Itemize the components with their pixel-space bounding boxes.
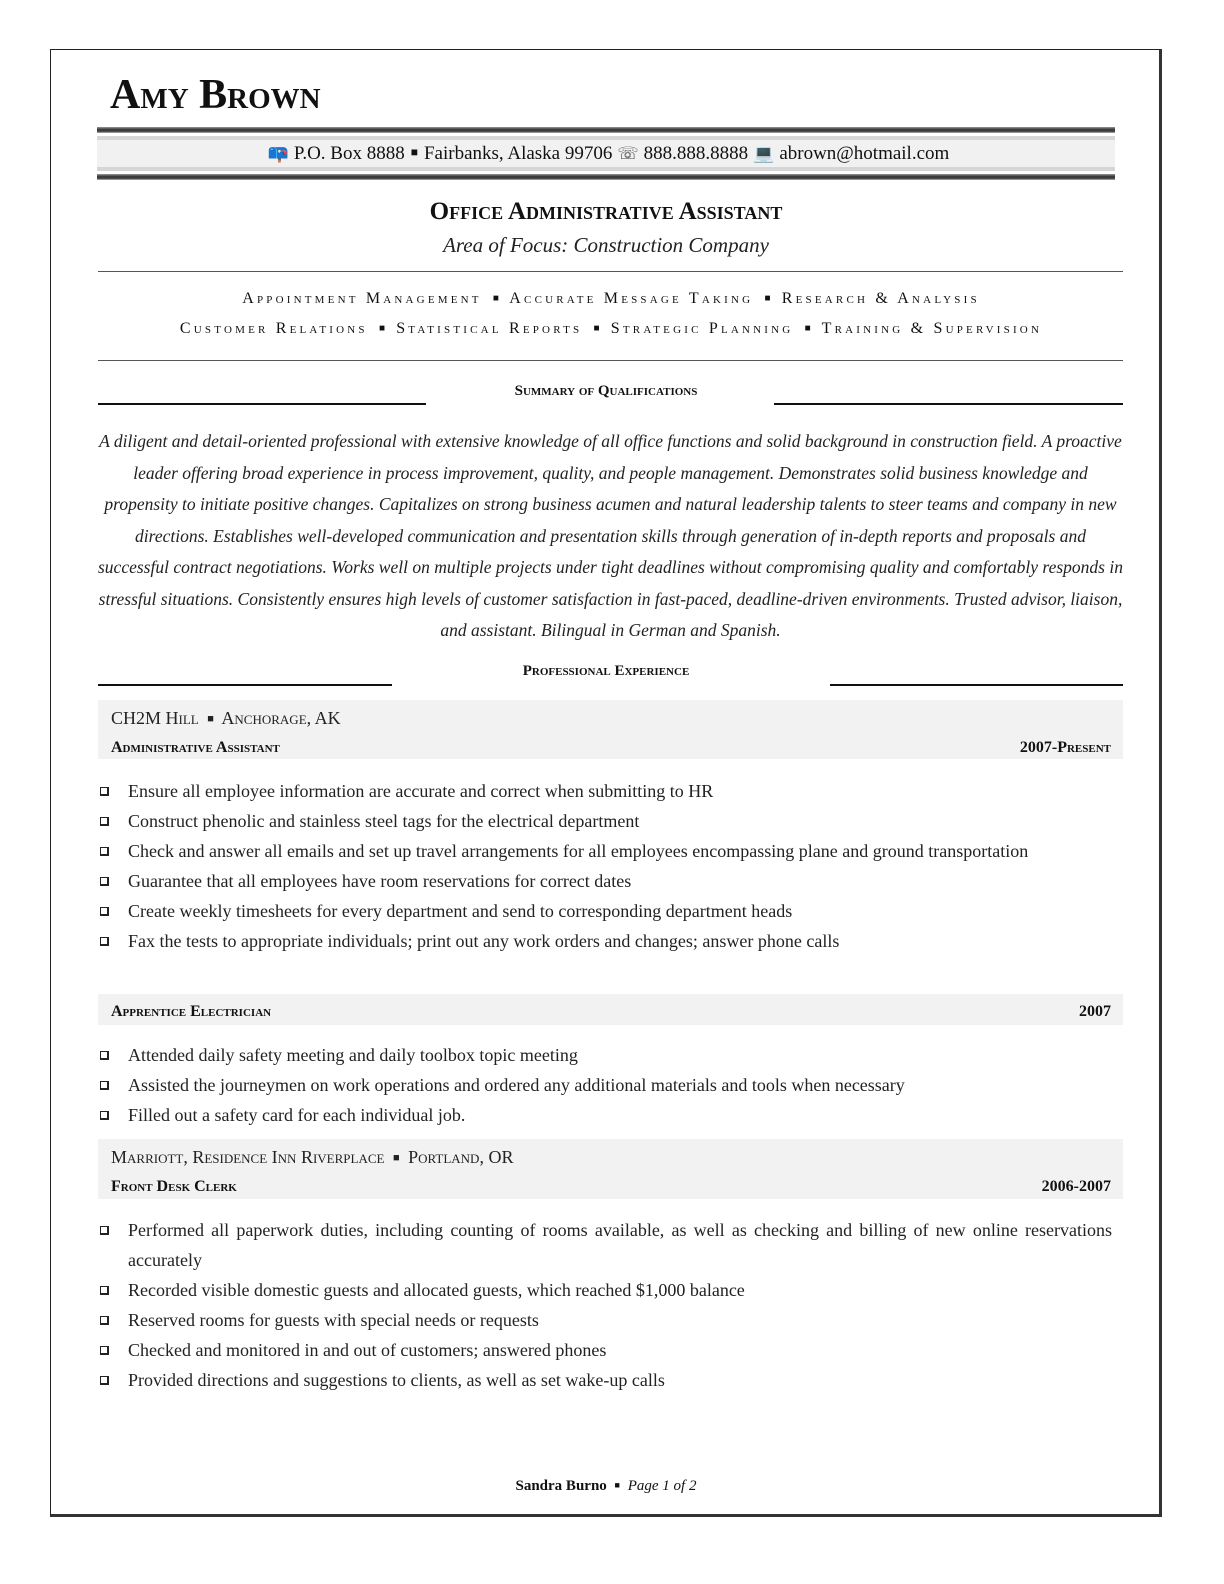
computer-icon: 💻 xyxy=(753,143,775,163)
job-title: Office Administrative Assistant xyxy=(429,198,783,225)
checkbox-bullet-icon xyxy=(100,847,109,856)
candidate-name: Amy Brown xyxy=(110,72,321,118)
divider xyxy=(98,360,1123,361)
city: Fairbanks, Alaska 99706 xyxy=(423,142,613,164)
checkbox-bullet-icon xyxy=(100,907,109,916)
skill: Appointment Management xyxy=(242,290,482,307)
job-role: Front Desk Clerk xyxy=(111,1178,237,1195)
separator: ■ xyxy=(614,1480,620,1490)
job-bullets xyxy=(98,1215,1112,1395)
list-item: Check and answer all emails and set up travel arrangements for all employees encompassing plane and ground transportation xyxy=(98,836,1112,866)
section-rule-left xyxy=(98,403,426,405)
footer-author: Sandra Burno xyxy=(515,1478,607,1494)
list-item: Checked and monitored in and out of customers; answered phones xyxy=(98,1335,1112,1365)
mailbox-icon: 📪 xyxy=(267,143,289,163)
list-item: Guarantee that all employees have room reservations for correct dates xyxy=(98,866,1112,896)
list-item: Attended daily safety meeting and daily toolbox topic meeting xyxy=(98,1040,1112,1070)
list-item: Create weekly timesheets for every department and send to corresponding department heads xyxy=(98,896,1112,926)
checkbox-bullet-icon xyxy=(100,1346,109,1355)
list-item: Fax the tests to appropriate individuals; print out any work orders and changes; answer phone calls xyxy=(98,926,1112,956)
header-rule-bottom xyxy=(97,174,1115,180)
job-dates: 2007 xyxy=(1079,1003,1111,1020)
job-header xyxy=(98,994,1123,1025)
checkbox-bullet-icon xyxy=(100,1376,109,1385)
job-bullets xyxy=(98,776,1112,956)
checkbox-bullet-icon xyxy=(100,1226,109,1235)
skill: Accurate Message Taking xyxy=(509,290,754,307)
list-item: Reserved rooms for guests with special needs or requests xyxy=(98,1305,1112,1335)
company-line xyxy=(111,708,341,729)
job-role: Administrative Assistant xyxy=(111,739,280,756)
focus-area: Area of Focus: Construction Company xyxy=(443,233,769,257)
checkbox-bullet-icon xyxy=(100,787,109,796)
list-item: Ensure all employee information are accurate and correct when submitting to HR xyxy=(98,776,1112,806)
checkbox-bullet-icon xyxy=(100,1081,109,1090)
email[interactable]: abrown@hotmail.com xyxy=(779,142,950,164)
skills-line-2 xyxy=(0,320,1222,338)
separator: ■ xyxy=(764,293,771,304)
company-location: Anchorage, AK xyxy=(221,708,341,728)
telephone-icon: ☏ xyxy=(617,143,639,163)
separator: ■ xyxy=(392,1152,400,1164)
checkbox-bullet-icon xyxy=(100,877,109,886)
contact-bar xyxy=(97,136,1115,171)
separator: ■ xyxy=(378,323,385,334)
separator: ■ xyxy=(207,713,214,725)
skill: Statistical Reports xyxy=(396,320,583,337)
checkbox-bullet-icon xyxy=(100,1286,109,1295)
company-name: Marriott, Residence Inn Riverplace xyxy=(111,1147,385,1167)
checkbox-bullet-icon xyxy=(100,1316,109,1325)
section-heading-summary: Summary of Qualifications xyxy=(514,383,698,399)
job-dates: 2007-Present xyxy=(1019,739,1111,756)
list-item: Filled out a safety card for each individual job. xyxy=(98,1100,1112,1130)
job-bullets xyxy=(98,1040,1112,1130)
list-item: Assisted the journeymen on work operations and ordered any additional materials and tools when necessary xyxy=(98,1070,1112,1100)
list-item: Recorded visible domestic guests and allocated guests, which reached $1,000 balance xyxy=(98,1275,1112,1305)
header-rule-top xyxy=(97,127,1115,133)
separator: ■ xyxy=(593,323,600,334)
skills-line-1 xyxy=(0,290,1222,308)
checkbox-bullet-icon xyxy=(100,937,109,946)
list-item: Provided directions and suggestions to clients, as well as set wake-up calls xyxy=(98,1365,1112,1395)
summary-paragraph: A diligent and detail-oriented professional with extensive knowledge of all office functions and solid background in construction field. A proactive leader offering broad experience in process improvement, quality, and people management. Demonstrates solid business knowledge and propensity to initiate positive changes. Capitalizes on strong business acumen and natural leadership talents to steer teams and company in new directions. Establishes well-developed communication and presentation skills through generation of in-depth reports and proposals and successful contract negotiations. Works well on multiple projects under tight deadlines without compromising quality and comfortably responds in stressful situations. Consistently ensures high levels of customer satisfaction in fast-paced, deadline-driven environments. Trusted advisor, liaison, and assistant. Bilingual in German and Spanish. xyxy=(98,431,1123,640)
separator: ■ xyxy=(410,145,418,159)
section-heading-experience: Professional Experience xyxy=(522,663,690,679)
job-dates: 2006-2007 xyxy=(1041,1178,1111,1195)
company-location: Portland, OR xyxy=(408,1147,514,1167)
section-rule-right xyxy=(830,684,1123,686)
page-number: Page 1 of 2 xyxy=(627,1478,697,1494)
section-rule-left xyxy=(98,684,392,686)
checkbox-bullet-icon xyxy=(100,1051,109,1060)
job-header xyxy=(98,1139,1123,1199)
phone: 888.888.8888 xyxy=(643,142,749,164)
skill: Training & Supervision xyxy=(821,320,1043,337)
skill: Strategic Planning xyxy=(610,320,794,337)
company-line xyxy=(111,1147,513,1168)
address: P.O. Box 8888 xyxy=(293,142,405,164)
page-footer xyxy=(0,1478,1212,1495)
divider xyxy=(98,271,1123,272)
job-role: Apprentice Electrician xyxy=(111,1003,272,1020)
checkbox-bullet-icon xyxy=(100,1111,109,1120)
separator: ■ xyxy=(804,323,811,334)
company-name: CH2M Hill xyxy=(111,708,199,728)
job-header xyxy=(98,700,1123,759)
separator: ■ xyxy=(492,293,499,304)
skill: Research & Analysis xyxy=(781,290,980,307)
checkbox-bullet-icon xyxy=(100,817,109,826)
skill: Customer Relations xyxy=(179,320,368,337)
section-rule-right xyxy=(774,403,1123,405)
list-item: Construct phenolic and stainless steel tags for the electrical department xyxy=(98,806,1112,836)
list-item: Performed all paperwork duties, including counting of rooms available, as well as checking and billing of new online reservations accurately xyxy=(98,1215,1112,1275)
